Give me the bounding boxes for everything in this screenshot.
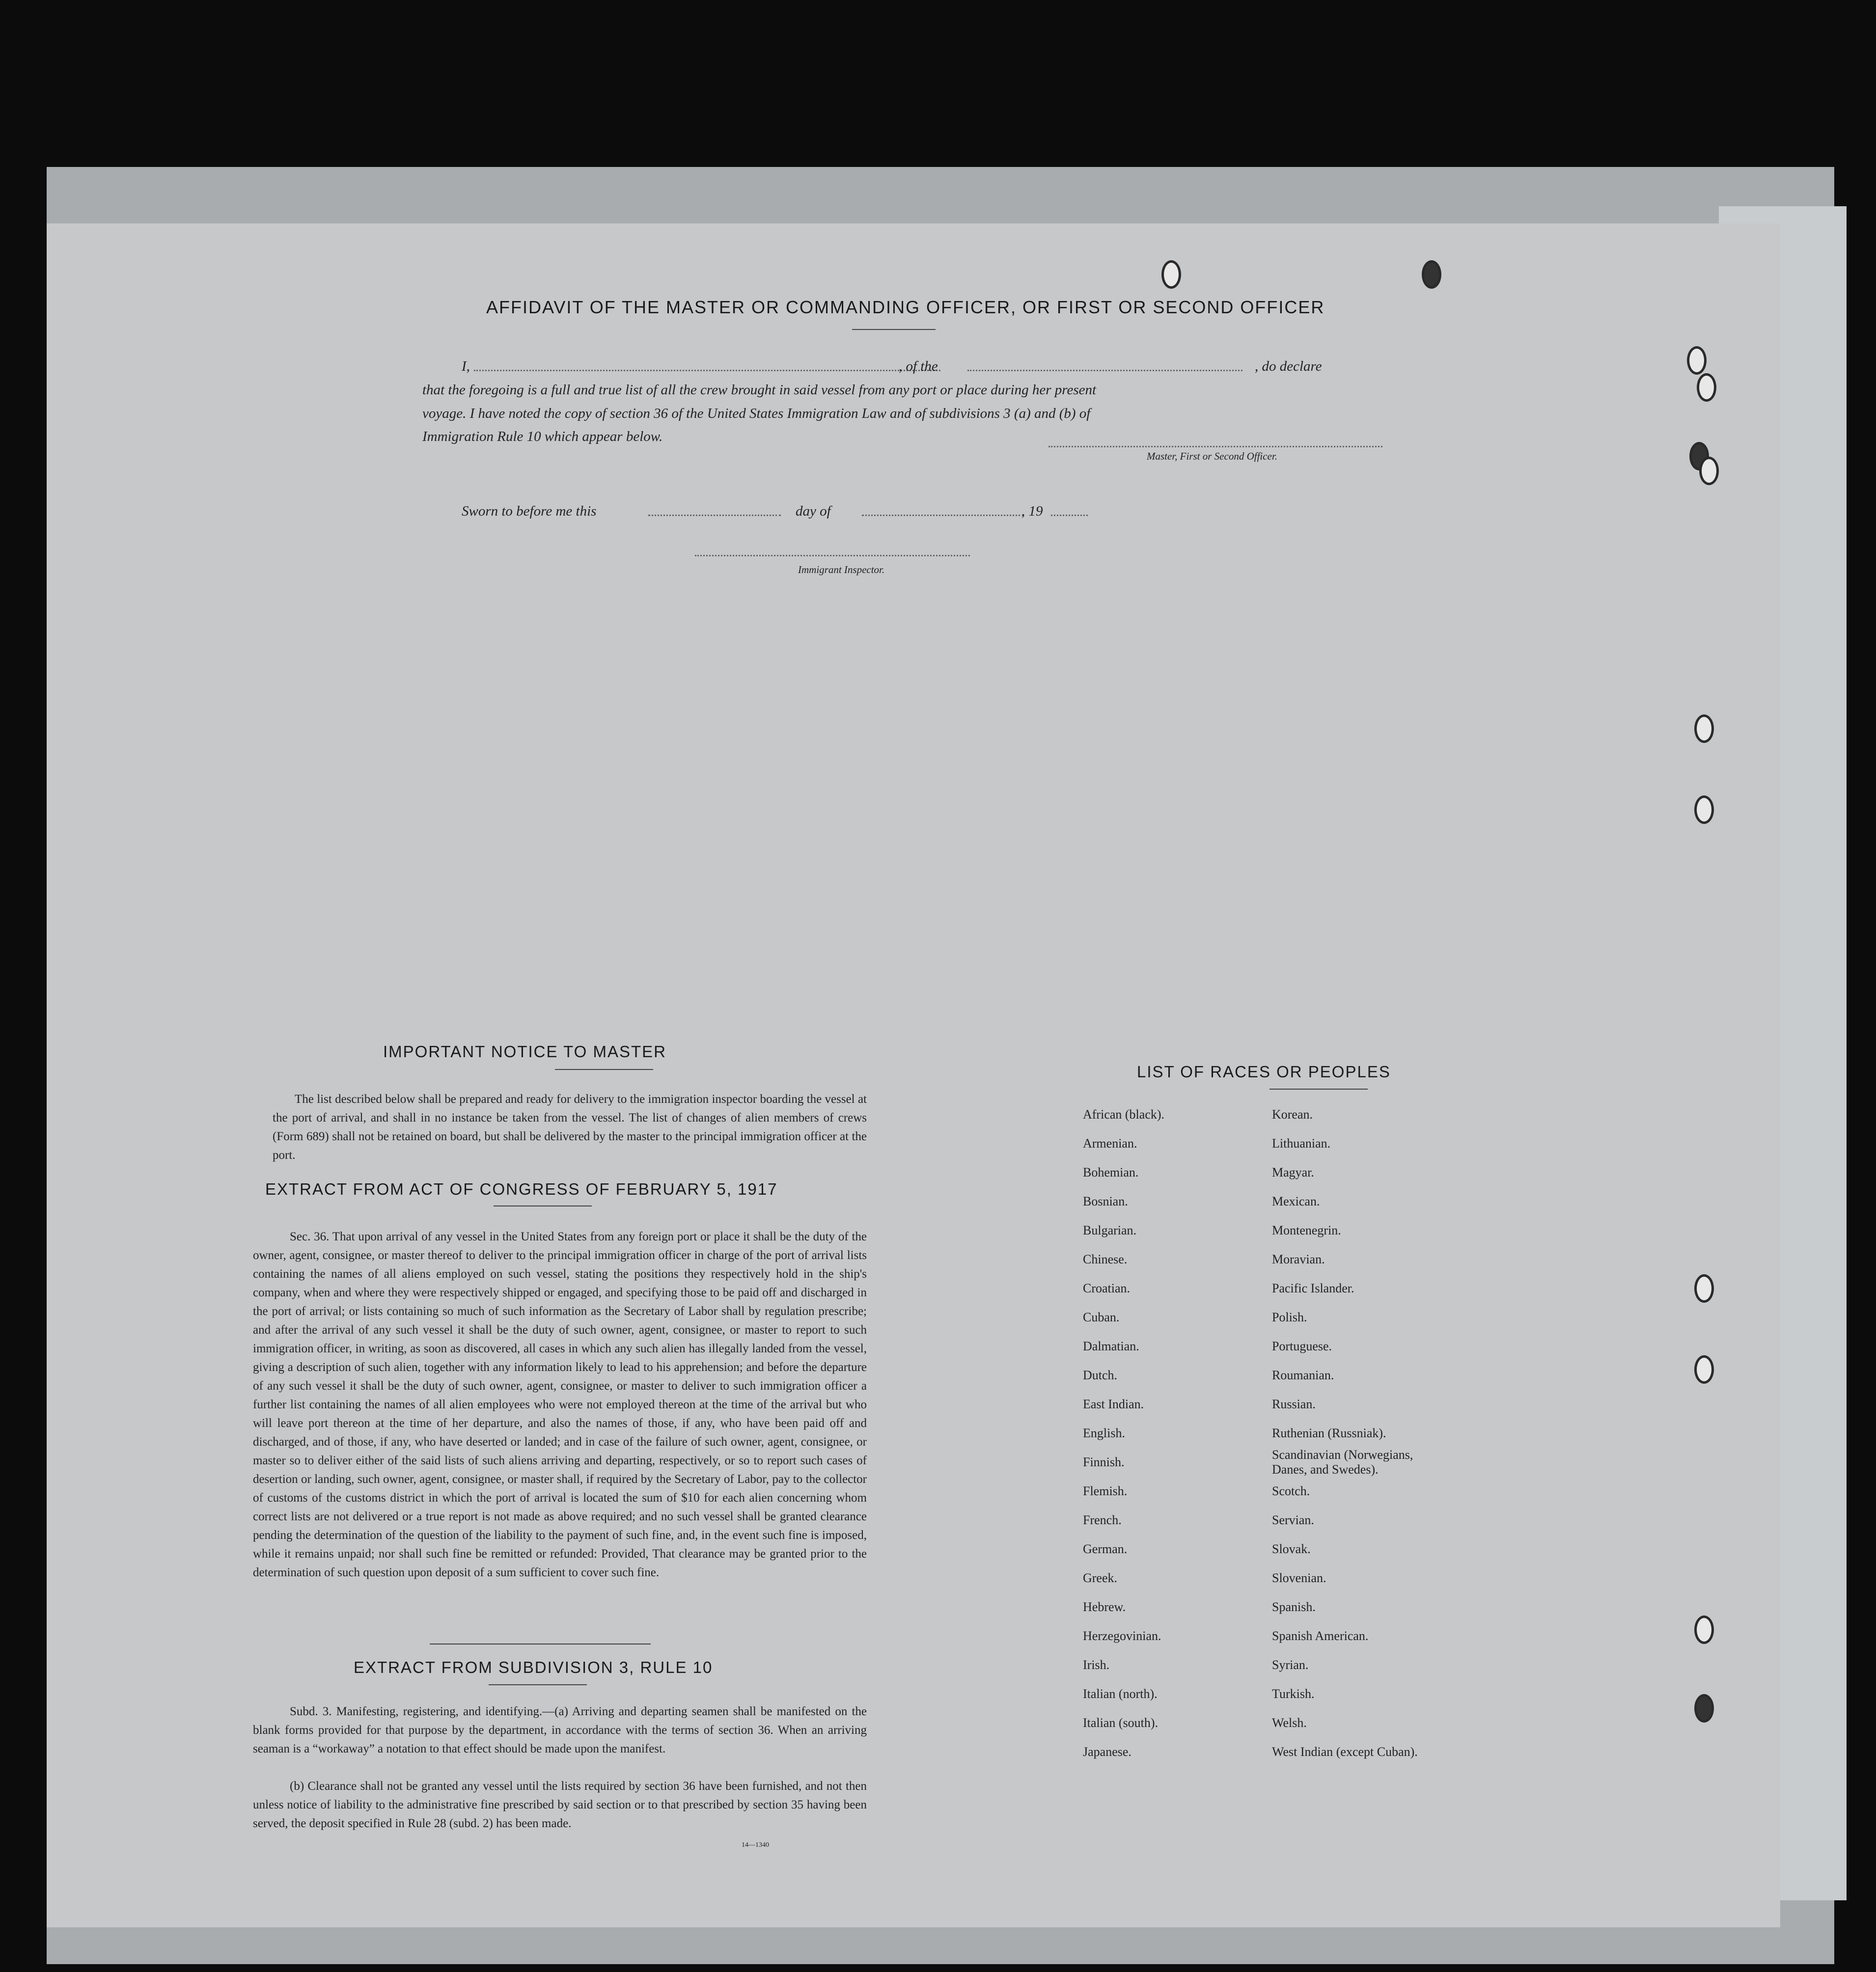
race-item: Slovak.	[1272, 1542, 1311, 1556]
race-item: East Indian.	[1083, 1397, 1144, 1411]
race-item: Bosnian.	[1083, 1194, 1128, 1208]
race-item: Flemish.	[1083, 1484, 1128, 1498]
race-item: Portuguese.	[1272, 1339, 1332, 1353]
punch-hole	[1697, 373, 1716, 402]
race-item: Turkish.	[1272, 1687, 1315, 1701]
race-item: English.	[1083, 1426, 1125, 1440]
master-caption: Master, First or Second Officer.	[1147, 450, 1277, 462]
race-item: French.	[1083, 1513, 1122, 1527]
race-item: Dalmatian.	[1083, 1339, 1139, 1353]
affidavit-i: I,	[462, 358, 470, 374]
punch-hole	[1694, 1355, 1714, 1384]
race-item: Spanish.	[1272, 1600, 1316, 1614]
affidavit-do-declare: , do declare	[1255, 358, 1322, 374]
race-item: Roumanian.	[1272, 1368, 1334, 1382]
races-rule	[1269, 1089, 1368, 1090]
extract-act-title: EXTRACT FROM ACT OF CONGRESS OF FEBRUARY 5, 1917	[265, 1180, 778, 1198]
race-item: Italian (north).	[1083, 1687, 1158, 1701]
race-item: Cuban.	[1083, 1310, 1120, 1324]
affidavit-line-2: that the foregoing is a full and true list of all the crew brought in said vessel from any port or place during her present	[422, 382, 1097, 398]
race-item: Russian.	[1272, 1397, 1316, 1411]
document-page	[47, 223, 1780, 1927]
punch-hole	[1694, 1694, 1714, 1723]
sworn-label: Sworn to before me this	[462, 503, 597, 519]
race-item: Greek.	[1083, 1571, 1118, 1585]
race-item: Moravian.	[1272, 1252, 1325, 1266]
punch-hole	[1687, 346, 1707, 375]
race-item: Pacific Islander.	[1272, 1281, 1354, 1295]
race-item: Italian (south).	[1083, 1716, 1159, 1730]
race-item: German.	[1083, 1542, 1128, 1556]
year-blank	[1051, 515, 1088, 516]
extract-act-body: Sec. 36. That upon arrival of any vessel in the United States from any foreign port or place it shall be the duty of the owner, agent, consignee, or master thereof to deliver to the principal immigration officer in charge of the port of arrival lists containing the names of all aliens employed on such vessel, stating the positions they respectively hold in the ship's company, when and where they were respectively shipped or engaged, and specifying those to be paid off and discharged in the port of arrival; or lists containing so much of such information as the Secretary of Labor shall by regulation prescribe; and after the arrival of any such vessel it shall be the duty of such owner, agent, consignee, or master to report to such immigration officer, in writing, as soon as discovered, all cases in which any such alien has illegally landed from the vessel, giving a description of such alien, together with any information likely to lead to his apprehension; and before the departure of any such vessel it shall be the duty of such owner, agent, consignee, or master to deliver to such immigration officer a further list containing the names of all alien employees who were not employed thereon at the time of the arrival but who will leave port thereon at the time of her departure, and also the names of those, if any, who have been paid off and discharged, and of those, if any, who have deserted or landed; and in case of the failure of such owner, agent, consignee, or master so to deliver either of the said lists of such aliens arriving and departing, respectively, or so to report such cases of desertion or landing, such owner, agent, consignee, or master shall, if required by the Secretary of Labor, pay to the collector of customs of the customs district in which the port of arrival is located the sum of $10 for each alien concerning whom correct lists are not delivered or a true report is not made as above required; and no such vessel shall be granted clearance pending the determination of the question of the liability to the payment of such fine, and, in the event such fine is imposed, while it remains unpaid; nor shall such fine be remitted or refunded: Provided, That clearance may be granted prior to the determination of such question upon deposit of a sum sufficient to cover such fine.	[253, 1230, 867, 1579]
day-blank	[648, 515, 781, 516]
extract-act-rule	[494, 1205, 592, 1206]
races-left-column	[1083, 1100, 1164, 1766]
affidavit-title: AFFIDAVIT OF THE MASTER OR COMMANDING OFFICER, OR FIRST OR SECOND OFFICER	[486, 297, 1325, 317]
race-item: Lithuanian.	[1272, 1136, 1331, 1150]
race-item: Syrian.	[1272, 1658, 1309, 1672]
inspector-signature-line	[695, 555, 970, 556]
title-rule	[852, 329, 936, 330]
race-item: Scotch.	[1272, 1484, 1310, 1498]
races-title: LIST OF RACES OR PEOPLES	[1137, 1063, 1391, 1081]
race-item: Japanese.	[1083, 1745, 1131, 1759]
extract-rule-body-a: Subd. 3. Manifesting, registering, and identifying.—(a) Arriving and departing seamen shall be manifested on the blank forms provided for that purpose by the department, in accordance with the terms of section 36. When an arriving seaman is a “workaway” a notation to that effect should be made upon the manifest.	[253, 1705, 867, 1755]
race-item: Finnish.	[1083, 1455, 1125, 1469]
race-item: Ruthenian (Russniak).	[1272, 1426, 1386, 1440]
race-item: Herzegovinian.	[1083, 1629, 1161, 1643]
race-item: Armenian.	[1083, 1136, 1137, 1150]
race-item: Slovenian.	[1272, 1571, 1326, 1585]
extract-rule-title: EXTRACT FROM SUBDIVISION 3, RULE 10	[354, 1658, 713, 1676]
race-item: African (black).	[1083, 1107, 1165, 1122]
section-divider	[430, 1643, 651, 1644]
race-item: Montenegrin.	[1272, 1223, 1341, 1237]
extract-rule-rule	[489, 1684, 587, 1685]
affidavit-of-the: , of the	[899, 358, 938, 374]
punch-hole	[1699, 457, 1719, 485]
race-item: Welsh.	[1272, 1716, 1307, 1730]
notice-body: The list described below shall be prepared and ready for delivery to the immigration inspector boarding the vessel at the port of arrival, and shall in no instance be taken from the vessel. The list of changes of alien members of crews (Form 689) shall not be retained on board, but shall be delivered by the master to the principal immigration officer at the port.	[273, 1093, 867, 1162]
vessel-blank	[967, 370, 1242, 371]
punch-hole	[1694, 795, 1714, 824]
punch-hole	[1161, 260, 1181, 289]
race-item: Dutch.	[1083, 1368, 1118, 1382]
extract-rule-body-b: (b) Clearance shall not be granted any vessel until the lists required by section 36 have been furnished, and not then unless notice of liability to the administrative fine prescribed by said section or to that prescribed by section 35 having been served, the deposit specified in Rule 28 (subd. 2) has been made.	[253, 1780, 867, 1830]
race-item: Bulgarian.	[1083, 1223, 1137, 1237]
year-label: , 19	[1021, 503, 1043, 519]
master-signature-line	[1048, 446, 1382, 447]
notice-rule	[555, 1069, 653, 1070]
punch-hole	[1694, 1274, 1714, 1303]
race-item: Polish.	[1272, 1310, 1307, 1324]
notice-title: IMPORTANT NOTICE TO MASTER	[383, 1042, 667, 1061]
race-item: Croatian.	[1083, 1281, 1131, 1295]
day-of-label: day of	[796, 503, 831, 519]
month-blank	[862, 515, 1024, 516]
race-item: Hebrew.	[1083, 1600, 1126, 1614]
affidavit-line-4: Immigration Rule 10 which appear below.	[422, 429, 663, 444]
punch-hole	[1694, 714, 1714, 743]
race-item: Magyar.	[1272, 1165, 1314, 1179]
race-item: Spanish American.	[1272, 1629, 1369, 1643]
race-item: Mexican.	[1272, 1194, 1320, 1208]
race-item: Scandinavian (Norwegians, Danes, and Swedes).	[1272, 1447, 1413, 1477]
race-item: Chinese.	[1083, 1252, 1128, 1266]
inspector-caption: Immigrant Inspector.	[798, 564, 885, 575]
race-item: Irish.	[1083, 1658, 1110, 1672]
races-right-column	[1272, 1100, 1434, 1766]
affidavit-line-3: voyage. I have noted the copy of section 36 of the United States Immigration Law and of subdivisions 3 (a) and (b) of	[422, 406, 1091, 421]
race-item: Bohemian.	[1083, 1165, 1139, 1179]
form-number: 14—1340	[742, 1841, 769, 1849]
punch-hole	[1422, 260, 1441, 289]
name-blank	[474, 370, 940, 371]
punch-hole	[1694, 1616, 1714, 1644]
race-item: Servian.	[1272, 1513, 1314, 1527]
race-item: Korean.	[1272, 1107, 1313, 1122]
race-item: West Indian (except Cuban).	[1272, 1745, 1418, 1759]
